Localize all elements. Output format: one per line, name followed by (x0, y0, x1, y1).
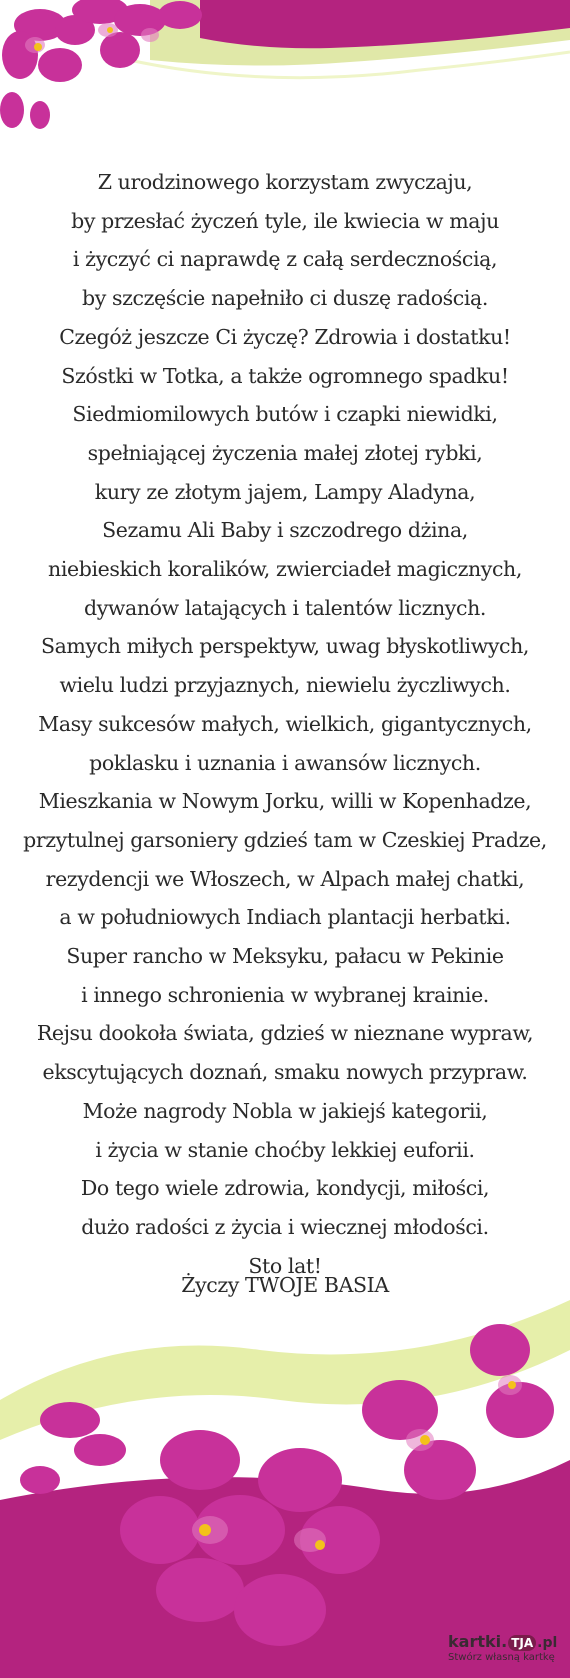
poem-line: i życia w stanie choćby lekkiej euforii. (95, 1137, 475, 1162)
poem-line: Do tego wiele zdrowia, kondycji, miłości, (80, 1176, 490, 1201)
poem-line: i życzyć ci naprawdę z całą serdecznością, (72, 247, 498, 272)
poem-line: Siedmiomilowych butów i czapki niewidki, (72, 402, 498, 427)
poem-line: dużo radości z życia i wiecznej młodości. (81, 1214, 489, 1239)
poem-line: by szczęście napełniło ci duszę radością. (82, 286, 488, 311)
poem-line: Sto lat! (248, 1253, 322, 1278)
brand-tagline: Stwórz własną kartkę (448, 1652, 555, 1663)
poem-line: Czegóż jeszcze Ci życzę? Zdrowia i dostatku! (59, 324, 511, 349)
poem-text (0, 163, 570, 1285)
poem-line: Masy sukcesów małych, wielkich, gigantycznych, (38, 711, 532, 736)
lilac-flowers-bottom-decoration (0, 1290, 570, 1678)
brand-badge: TJA (508, 1635, 536, 1651)
poem-line: Może nagrody Nobla w jakiejś kategorii, (82, 1098, 488, 1123)
poem-line: Szóstki w Totka, a także ogromnego spadku! (61, 363, 509, 388)
poem-line: a w południowych Indiach plantacji herbatki. (59, 905, 511, 930)
poem-line: spełniającej życzenia małej złotej rybki, (87, 440, 483, 465)
brand-prefix: kartki. (448, 1632, 508, 1651)
poem-line: poklasku i uznania i awansów licznych. (89, 750, 481, 775)
poem-line: Rejsu dookoła świata, gdzieś w nieznane wypraw, (36, 1021, 534, 1046)
poem-line: i innego schronienia w wybranej krainie. (81, 982, 489, 1007)
poem-line: by przesłać życzeń tyle, ile kwiecia w maju (71, 208, 499, 233)
poem-line: Sezamu Ali Baby i szczodrego dżina, (102, 518, 468, 543)
poem-line: Samych miłych perspektyw, uwag błyskotliwych, (40, 634, 530, 659)
poem-line: niebieskich koralików, zwierciadeł magicznych, (48, 557, 522, 582)
brand-logo[interactable] (448, 1632, 564, 1674)
poem-line: Z urodzinowego korzystam zwyczaju, (97, 170, 473, 194)
signature: Życzy TWOJE BASIA (181, 1273, 389, 1297)
poem-line: Mieszkania w Nowym Jorku, willi w Kopenhadze, (38, 789, 532, 814)
poem-line: dywanów latających i talentów licznych. (83, 595, 486, 620)
poem-line: wielu ludzi przyjaznych, niewielu życzliwych. (59, 673, 511, 698)
poem-line: kury ze złotym jajem, Lampy Aladyna, (94, 479, 476, 504)
poem-line: Super rancho w Meksyku, pałacu w Pekinie (66, 944, 504, 969)
brand-tld: .pl (537, 1635, 558, 1651)
poem-line: rezydencji we Włoszech, w Alpach małej chatki, (45, 866, 525, 891)
poem-line: przytulnej garsoniery gdzieś tam w Czeskiej Pradze, (23, 827, 547, 852)
poem-line: ekscytujących doznań, smaku nowych przypraw. (42, 1060, 528, 1085)
